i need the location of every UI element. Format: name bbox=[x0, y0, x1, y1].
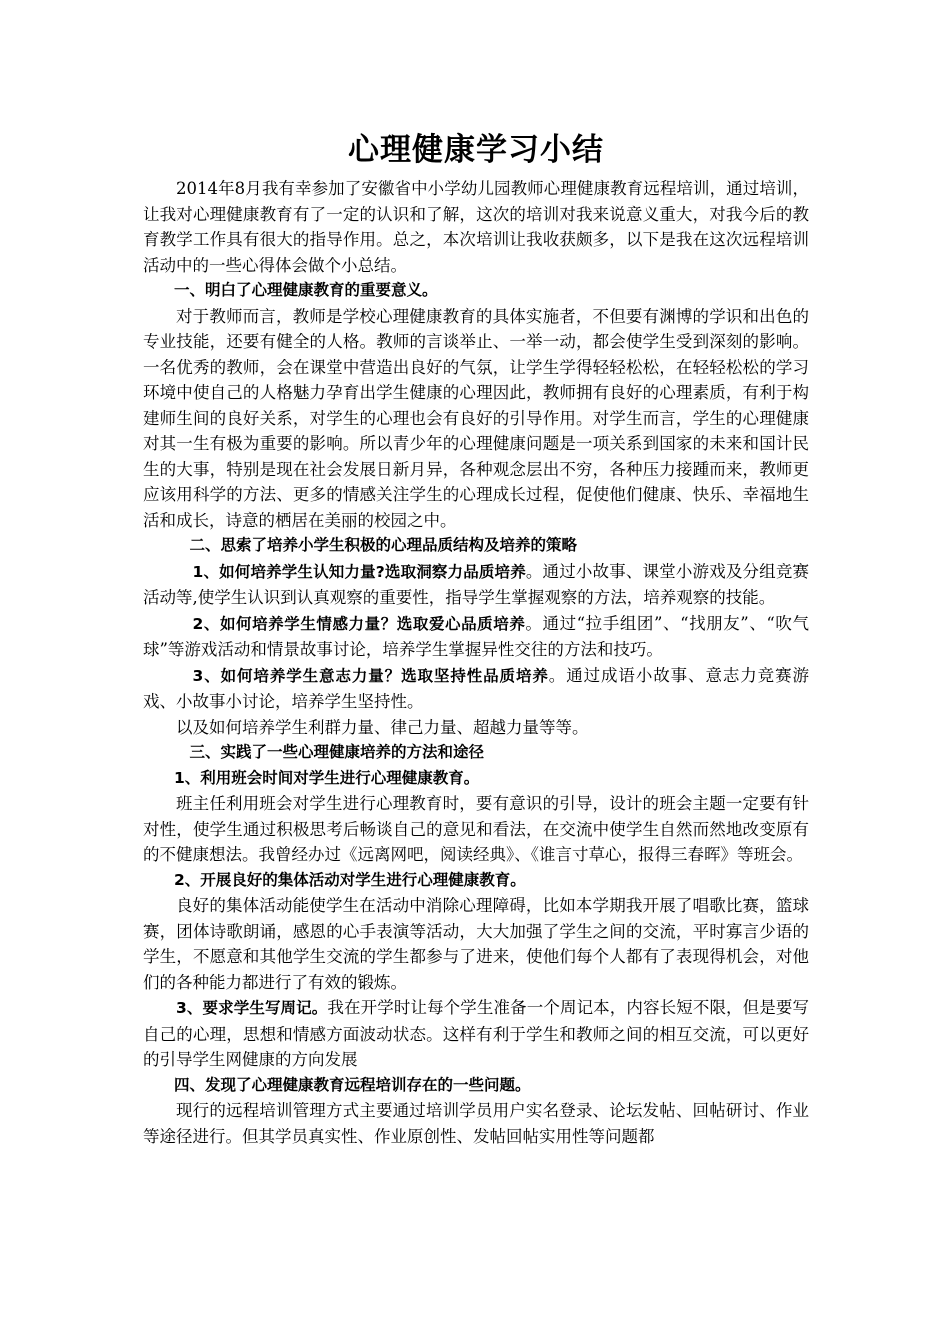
section-2-item-2-bold: 2、如何培养学生情感力量？选取爱心品质培养 bbox=[192, 614, 526, 633]
section-3-heading: 三、实践了一些心理健康培养的方法和途径 bbox=[189, 743, 485, 761]
section-3-item-2-heading: 2、开展良好的集体活动对学生进行心理健康教育。 bbox=[174, 870, 526, 889]
section-2-item-2 bbox=[143, 611, 809, 663]
section-2-extra: 以及如何培养学生利群力量、律己力量、超越力量等等。 bbox=[176, 717, 589, 737]
section-3-item-1-heading: 1、利用班会时间对学生进行心理健康教育。 bbox=[174, 768, 480, 787]
section-3-item-1-body: 班主任利用班会对学生进行心理教育时，要有意识的引导，设计的班会主题一定要有针对性，使学生通过积极思考后畅谈自己的意见和看法，在交流中使学生自然而然地改变原有的不健康想法。我曾经办过《远离网吧，阅读经典》、《谁言寸草心，报得三春晖》等班会。 bbox=[143, 794, 809, 864]
section-3-item-3-text: 我在开学时让每个学生准备一个周记本，内容长短不限，但是要写自己的心理，思想和情感方面波动状态。这样有利于学生和教师之间的相互交流，可以更好的引导学生网健康的方向发展 bbox=[143, 998, 810, 1069]
section-2-heading: 二、思索了培养小学生积极的心理品质结构及培养的策略 bbox=[189, 536, 578, 554]
intro-paragraph: 2014年8月我有幸参加了安徽省中小学幼儿园教师心理健康教育远程培训，通过培训，让我对心理健康教育有了一定的认识和了解，这次的培训对我来说意义重大，对我今后的教育教学工作具有很大的指导作用。总之，本次培训让我收获颇多，以下是我在这次远程培训活动中的一些心得体会做个小总结。 bbox=[143, 179, 809, 275]
section-2-item-3-text: 。通过成语小故事、意志力竞赛游戏、小故事小讨论，培养学生坚持性。 bbox=[143, 665, 809, 711]
section-2-item-3 bbox=[143, 663, 809, 715]
section-2-item-1 bbox=[143, 559, 809, 611]
section-3-item-3 bbox=[143, 995, 809, 1073]
section-2-item-2-text: 。通过“拉手组团”、“找朋友”、“吹气球”等游戏活动和情景故事讨论，培养学生掌握异性交往的方法和技巧。 bbox=[143, 613, 809, 659]
document-page bbox=[143, 126, 809, 1149]
section-2-item-1-text: 。通过小故事、课堂小游戏及分组竞赛活动等,使学生认识到认真观察的重要性，指导学生掌握观察的方法，培养观察的技能。 bbox=[143, 561, 810, 607]
document-title: 心理健康学习小结 bbox=[348, 132, 604, 168]
section-1-heading: 一、明白了心理健康教育的重要意义。 bbox=[174, 281, 438, 299]
section-3-item-3-bold: 3、要求学生写周记。 bbox=[176, 999, 328, 1017]
section-2-item-3-bold: 3、如何培养学生意志力量？选取坚持性品质培养 bbox=[192, 666, 549, 685]
section-3-item-2-body: 良好的集体活动能使学生在活动中消除心理障碍，比如本学期我开展了唱歌比赛，篮球赛，团体诗歌朗诵，感恩的心手表演等活动，大大加强了学生之间的交流，平时寡言少语的学生，不愿意和其他学生交流的学生都参与了进来，使他们每个人都有了表现得机会，对他们的各种能力都进行了有效的锻炼。 bbox=[143, 896, 809, 992]
section-4-heading: 四、发现了心理健康教育远程培训存在的一些问题。 bbox=[174, 1075, 531, 1094]
section-2-item-1-bold: 1、如何培养学生认知力量?选取洞察力品质培养 bbox=[192, 562, 526, 581]
section-1-body: 对于教师而言，教师是学校心理健康教育的具体实施者，不但要有渊博的学识和出色的专业技能，还要有健全的人格。教师的言谈举止、一举一动，都会使学生受到深刻的影响。一名优秀的教师，会在课堂中营造出良好的气氛，让学生学得轻轻松松，在轻轻松松的学习环境中使自己的人格魅力孕育出学生健康的心理因此，教师拥有良好的心理素质，有利于构建师生间的良好关系，对学生的心理也会有良好的引导作用。对学生而言，学生的心理健康对其一生有极为重要的影响。所以青少年的心理健康问题是一项关系到国家的未来和国计民生的大事，特别是现在社会发展日新月异，各种观念层出不穷，各种压力接踵而来，教师更应该用科学的方法、更多的情感关注学生的心理成长过程，促使他们健康、快乐、幸福地生活和成长，诗意的栖居在美丽的校园之中。 bbox=[143, 306, 809, 530]
section-4-body: 现行的远程培训管理方式主要通过培训学员用户实名登录、论坛发帖、回帖研讨、作业等途径进行。但其学员真实性、作业原创性、发帖回帖实用性等问题都 bbox=[143, 1101, 809, 1146]
